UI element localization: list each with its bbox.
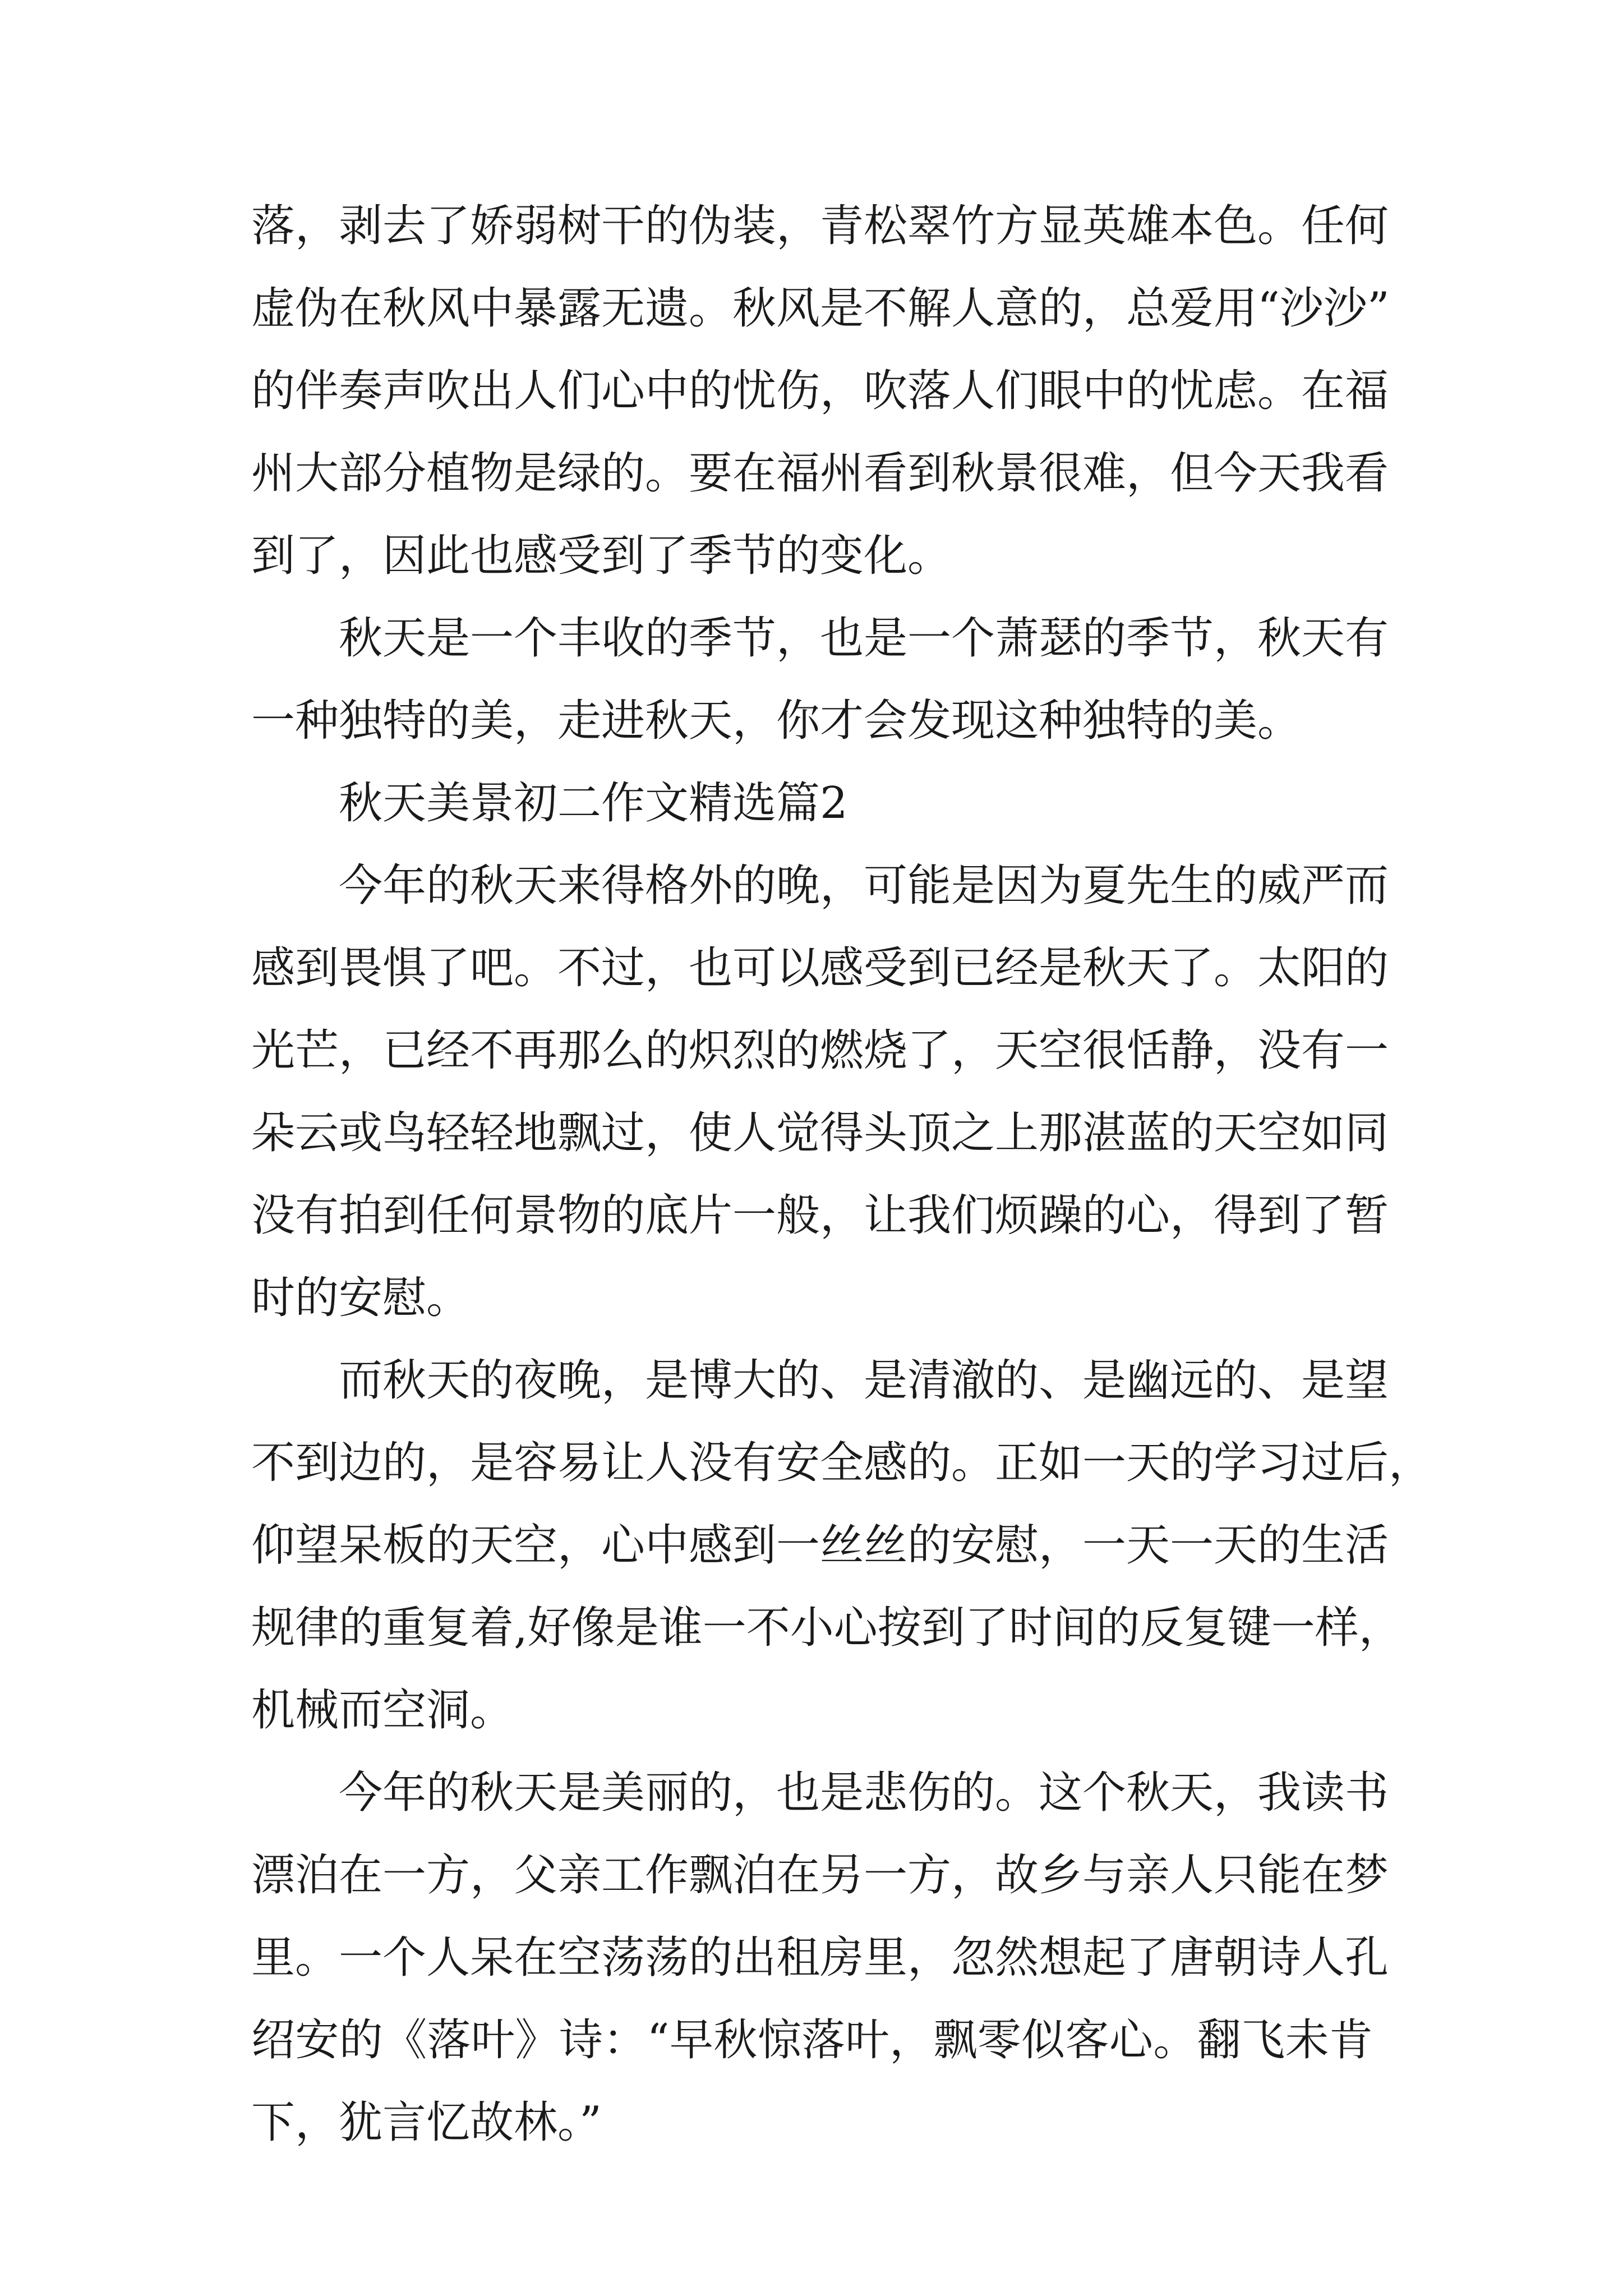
text-line: 不到边的，是容易让人没有安全感的。正如一天的学习过后， — [251, 1438, 1433, 1488]
text-line: 时的安慰。 — [251, 1273, 471, 1323]
text-line: 机械而空洞。 — [251, 1685, 514, 1736]
text-line: 一种独特的美，走进秋天，你才会发现这种独特的美。 — [251, 696, 1302, 746]
paragraph-4 — [251, 1340, 1433, 1752]
text-line: 朵云或鸟轻轻地飘过，使人觉得头顶之上那湛蓝的天空如同 — [251, 1108, 1389, 1158]
document-body — [251, 185, 1433, 2164]
text-line: 没有拍到任何景物的底片一般，让我们烦躁的心，得到了暂 — [251, 1190, 1389, 1241]
text-line: 感到畏惧了吧。不过，也可以感受到已经是秋天了。太阳的 — [251, 943, 1389, 993]
text-line: 下，犹言忆故林。” — [251, 2097, 602, 2148]
text-line: 里。一个人呆在空荡荡的出租房里，忽然想起了唐朝诗人孔 — [251, 1932, 1389, 1983]
text-line: 漂泊在一方，父亲工作飘泊在另一方，故乡与亲人只能在梦 — [251, 1850, 1389, 1901]
text-line: 今年的秋天来得格外的晚，可能是因为夏先生的威严而 — [339, 861, 1389, 911]
text-line: 规律的重复着,好像是谁一不小心按到了时间的反复键一样， — [251, 1603, 1403, 1653]
text-line: 绍安的《落叶》诗：“早秋惊落叶，飘零似客心。翻飞未肯 — [251, 2015, 1373, 2065]
paragraph-5 — [251, 1752, 1389, 2164]
text-line: 而秋天的夜晚，是博大的、是清澈的、是幽远的、是望 — [339, 1355, 1389, 1406]
text-line: 光芒，已经不再那么的炽烈的燃烧了，天空很恬静，没有一 — [251, 1025, 1389, 1076]
paragraph-2 — [251, 597, 1389, 762]
text-line: 虚伪在秋风中暴露无遗。秋风是不解人意的，总爱用“沙沙” — [251, 283, 1390, 334]
paragraph-1 — [251, 185, 1390, 597]
section-heading — [251, 762, 1373, 845]
paragraph-3 — [251, 845, 1389, 1340]
heading-text: 秋天美景初二作文精选篇2 — [339, 778, 848, 829]
text-line: 仰望呆板的天空，心中感到一丝丝的安慰，一天一天的生活 — [251, 1520, 1389, 1571]
text-line: 秋天是一个丰收的季节，也是一个萧瑟的季节，秋天有 — [339, 613, 1389, 664]
text-line: 州大部分植物是绿的。要在福州看到秋景很难，但今天我看 — [251, 448, 1389, 499]
text-line: 今年的秋天是美丽的，也是悲伤的。这个秋天，我读书 — [339, 1768, 1389, 1818]
text-line: 落，剥去了娇弱树干的伪装，青松翠竹方显英雄本色。任何 — [251, 201, 1389, 251]
text-line: 到了，因此也感受到了季节的变化。 — [251, 531, 952, 581]
text-line: 的伴奏声吹出人们心中的忧伤，吹落人们眼中的忧虑。在福 — [251, 366, 1389, 416]
